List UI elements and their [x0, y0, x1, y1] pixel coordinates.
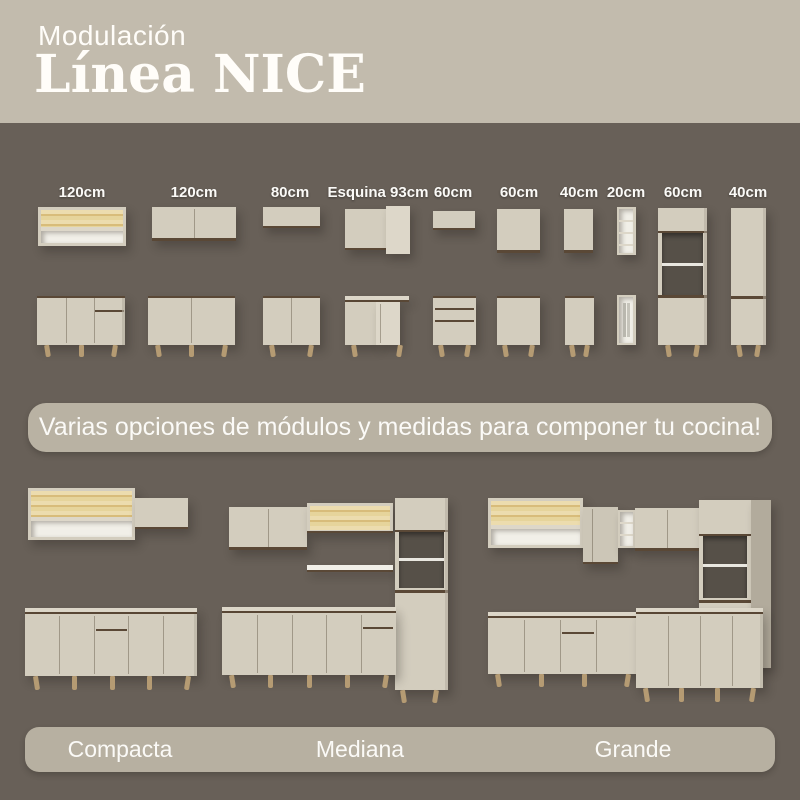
- cabinet-leg: [665, 345, 672, 358]
- module-size-label: 20cm: [606, 184, 646, 201]
- cabinet-leg: [624, 674, 631, 688]
- cabinet-leg: [147, 676, 152, 690]
- cabinet-leg: [502, 345, 509, 358]
- microwave-niche: [662, 233, 703, 295]
- cabinet-leg: [33, 676, 40, 691]
- side-face: [122, 298, 125, 345]
- wall-cabinet-80: [263, 207, 320, 228]
- cabinet-leg: [569, 345, 576, 358]
- cabinet-leg: [432, 690, 439, 704]
- top-edge: [565, 296, 594, 298]
- wall-shelf-open-120: [38, 207, 126, 246]
- tall-cabinet-40: [731, 208, 766, 345]
- base-cabinet-60: [497, 296, 540, 345]
- cabinet-bottom-edge: [307, 531, 393, 533]
- drawer-line: [96, 629, 127, 631]
- banner: Varias opciones de módulos y medidas para componer tu cocina!: [28, 403, 772, 452]
- cabinet-leg: [754, 345, 761, 358]
- cabinet-leg: [229, 675, 236, 689]
- module-size-label: 40cm: [559, 184, 599, 201]
- module-size-label: 60cm: [663, 184, 703, 201]
- door-gap: [700, 616, 701, 686]
- grande-corner-wall-cabinet: [583, 507, 618, 564]
- door-gap: [560, 620, 561, 672]
- door-gap: [291, 298, 292, 343]
- cabinet-bottom-edge: [263, 226, 320, 228]
- cabinet-legs: [270, 345, 313, 357]
- open-shelf-unit-20: [617, 207, 636, 255]
- shelf: [619, 244, 633, 246]
- open-shelf-interior: [31, 521, 132, 537]
- cabinet-leg: [351, 345, 358, 358]
- cabinet-leg: [44, 345, 51, 358]
- base-cabinet-40: [565, 296, 594, 345]
- door-divider: [731, 296, 766, 299]
- cabinet-leg: [464, 345, 471, 358]
- cabinet-leg: [345, 675, 350, 688]
- door-gap: [380, 304, 381, 343]
- cabinet-leg: [269, 345, 276, 358]
- cabinet-leg: [736, 345, 743, 358]
- cabinet-bottom-edge: [152, 238, 236, 241]
- cabinet-bottom-edge: [564, 250, 593, 253]
- kitchen-names-bar: [25, 727, 775, 772]
- wood-back-panel: [31, 491, 132, 517]
- open-shelf-interior: [620, 512, 633, 546]
- cabinet-bottom-edge: [345, 248, 386, 250]
- door-gap: [94, 616, 95, 674]
- cabinet-legs: [666, 345, 699, 357]
- cabinet-leg: [307, 345, 314, 358]
- cabinet-bottom-edge: [583, 562, 618, 564]
- door-gap: [257, 615, 258, 673]
- grande-base-left: [488, 618, 638, 674]
- cabinet-leg: [643, 688, 650, 703]
- base-drawer-unit-60: [433, 296, 476, 345]
- cabinet-leg: [539, 674, 544, 687]
- shelf: [620, 522, 633, 524]
- microwave-niche: [703, 536, 747, 598]
- cabinet-leg: [400, 690, 407, 704]
- cabinet-leg: [679, 688, 684, 702]
- cabinet-leg: [583, 345, 590, 358]
- open-interior: [619, 297, 633, 343]
- corner-base-return: [376, 302, 400, 345]
- bottle: [623, 303, 626, 337]
- open-shelf-interior: [41, 231, 123, 243]
- grande-wall-cabinet: [635, 508, 699, 551]
- open-shelf-interior: [619, 209, 633, 253]
- cabinet-legs: [401, 690, 438, 703]
- module-size-label: 60cm: [433, 184, 473, 201]
- cabinet-bottom-edge: [135, 527, 188, 529]
- drawer-line: [435, 320, 474, 322]
- kitchen-name-grande: Grande: [594, 736, 672, 762]
- mediana-tall-tower: [395, 498, 448, 690]
- shelf-edge: [307, 570, 393, 572]
- drawer-line: [95, 310, 124, 312]
- cabinet-legs: [230, 675, 388, 688]
- cabinet-leg: [693, 345, 700, 358]
- cabinet-leg: [268, 675, 273, 688]
- side-face: [704, 208, 707, 345]
- door-gap: [667, 510, 668, 549]
- cabinet-legs: [34, 676, 190, 690]
- header-kicker: Modulación: [38, 20, 187, 51]
- module-size-label: 120cm: [58, 184, 106, 201]
- cabinet-legs: [45, 345, 117, 357]
- base-cabinet-80: [263, 296, 320, 345]
- shelf: [620, 534, 633, 536]
- cabinet-leg: [110, 676, 115, 690]
- grande-open-shelf-column: [618, 510, 635, 548]
- top-edge: [497, 296, 540, 298]
- cabinet-leg: [189, 345, 194, 357]
- bottle: [627, 303, 630, 337]
- cabinet-legs: [644, 688, 755, 702]
- wall-cabinet-60-low: [433, 211, 475, 230]
- header-band: [0, 0, 800, 123]
- wall-cabinet-60: [497, 209, 540, 253]
- cabinet-leg: [155, 345, 162, 358]
- cabinet-leg: [72, 676, 77, 690]
- door-gap: [524, 620, 525, 672]
- kitchen-mediana: [213, 478, 468, 730]
- side-face: [760, 614, 763, 688]
- cabinet-legs: [496, 674, 630, 687]
- cabinet-leg: [307, 675, 312, 688]
- mediana-wall-cabinet: [229, 507, 307, 550]
- side-face: [445, 498, 448, 690]
- cabinet-legs: [439, 345, 470, 357]
- module-size-label: 40cm: [728, 184, 768, 201]
- cabinet-legs: [737, 345, 760, 357]
- cabinet-legs: [570, 345, 589, 357]
- door-gap: [194, 209, 195, 239]
- door-gap: [94, 298, 95, 343]
- bottle-rack-unit-20: [617, 295, 636, 345]
- cabinet-leg: [438, 345, 445, 358]
- cabinet-leg: [221, 345, 228, 358]
- base-cabinet-120: [148, 296, 235, 345]
- cabinet-leg: [111, 345, 118, 358]
- cabinet-leg: [184, 676, 191, 691]
- wood-back-panel: [310, 506, 390, 530]
- compacta-base-cabinet: [25, 614, 197, 676]
- shelf: [619, 220, 633, 222]
- module-size-label: 60cm: [499, 184, 539, 201]
- door-gap: [592, 509, 593, 562]
- kitchen-grande: [473, 478, 790, 730]
- grande-wall-shelf: [488, 498, 583, 548]
- cabinet-leg: [582, 674, 587, 687]
- cabinet-leg: [495, 674, 502, 688]
- mediana-wood-shelf-cabinet: [307, 503, 393, 533]
- cabinet-bottom-edge: [635, 548, 699, 551]
- corner-base-cabinet-93: [345, 302, 376, 345]
- cabinet-bottom-edge: [229, 547, 307, 550]
- tall-tower-60: [658, 208, 707, 345]
- corner-wall-cabinet-return: [386, 206, 410, 254]
- door-gap: [59, 616, 60, 674]
- wall-cabinet-120: [152, 207, 236, 241]
- wood-back-panel: [41, 210, 123, 227]
- corner-wall-cabinet-93: [345, 209, 386, 250]
- module-size-label: 80cm: [270, 184, 310, 201]
- door-gap: [128, 616, 129, 674]
- cabinet-leg: [749, 688, 756, 703]
- door-gap: [326, 615, 327, 673]
- cabinet-leg: [382, 675, 389, 689]
- module-size-label: 120cm: [170, 184, 218, 201]
- microwave-niche: [399, 532, 444, 588]
- cabinet-legs: [156, 345, 227, 357]
- compacta-wall-shelf: [28, 488, 135, 540]
- door-gap: [361, 615, 362, 673]
- cabinet-bottom-edge: [497, 250, 540, 253]
- wall-cabinet-40: [564, 209, 593, 253]
- page-title: Línea NICE: [34, 44, 366, 105]
- niche-shelf: [662, 263, 703, 266]
- cabinet-leg: [528, 345, 535, 358]
- compacta-wall-cabinet: [135, 498, 188, 529]
- side-face: [194, 614, 197, 676]
- door-gap: [163, 616, 164, 674]
- cabinet-leg: [396, 345, 403, 358]
- base-cabinet-120-drawer: [37, 296, 125, 345]
- door-gap: [668, 616, 669, 686]
- shelf: [619, 232, 633, 234]
- door-gap: [292, 615, 293, 673]
- door-gap: [268, 509, 269, 548]
- wood-back-panel: [491, 501, 580, 525]
- drawer-line: [562, 632, 594, 634]
- top-edge: [433, 296, 476, 298]
- door-gap: [596, 620, 597, 672]
- kitchen-compacta: [20, 478, 215, 726]
- mediana-base-cabinet: [222, 613, 396, 675]
- counter-edge: [699, 600, 751, 603]
- kitchen-name-mediana: Mediana: [315, 736, 405, 762]
- top-edge: [37, 296, 125, 298]
- cabinet-leg: [79, 345, 84, 357]
- module-size-label: Esquina 93cm: [327, 184, 429, 201]
- cabinet-legs: [503, 345, 534, 357]
- grande-base-right: [636, 614, 763, 688]
- counter-edge: [658, 295, 707, 298]
- cabinet-leg: [715, 688, 720, 702]
- door-gap: [191, 298, 192, 343]
- drawer-line: [435, 308, 474, 310]
- cabinet-bottom-edge: [433, 228, 475, 230]
- cabinet-legs: [352, 345, 402, 357]
- door-gap: [732, 616, 733, 686]
- drawer-line: [363, 627, 393, 629]
- side-face: [763, 208, 766, 345]
- kitchen-name-compacta: Compacta: [67, 736, 173, 762]
- niche-shelf: [703, 564, 747, 567]
- counter-edge: [395, 590, 448, 593]
- open-shelf-interior: [491, 529, 580, 545]
- door-gap: [66, 298, 67, 343]
- niche-shelf: [399, 558, 444, 561]
